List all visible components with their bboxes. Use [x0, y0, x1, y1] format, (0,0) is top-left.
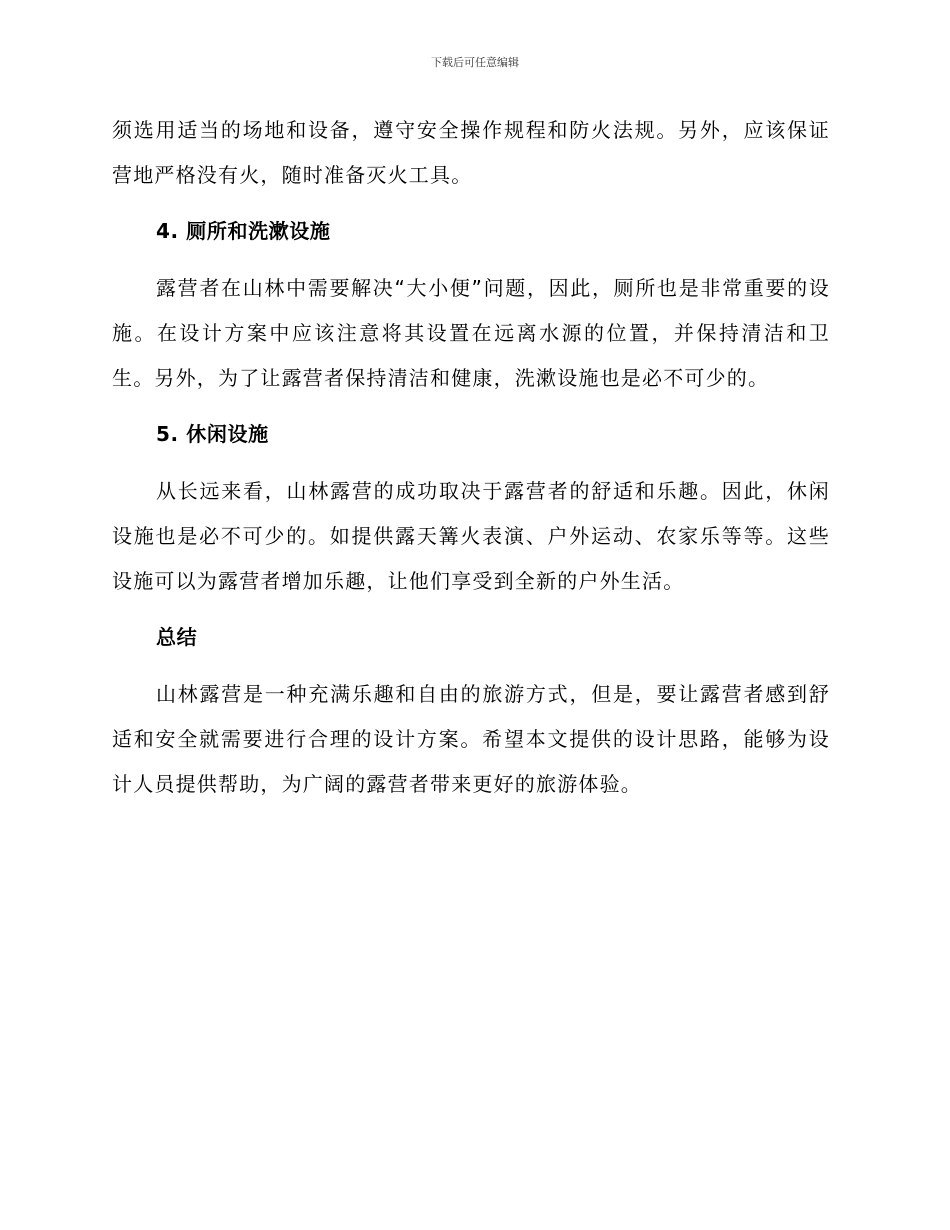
document-body [112, 108, 830, 807]
heading-leisure-facilities: 5. 休闲设施 [156, 422, 269, 446]
paragraph-summary: 山林露营是一种充满乐趣和自由的旅游方式，但是，要让露营者感到舒适和安全就需要进行合理的设计方案。希望本文提供的设计思路，能够为设计人员提供帮助，为广阔的露营者带来更好的旅游体验。 [112, 682, 830, 796]
paragraph-leisure-facilities: 从长远来看，山林露营的成功取决于露营者的舒适和乐趣。因此，休闲设施也是必不可少的。如提供露天篝火表演、户外运动、农家乐等等。这些设施可以为露营者增加乐趣，让他们享受到全新的户外生活。 [112, 479, 830, 593]
heading-toilet-facilities: 4. 厕所和洗漱设施 [156, 219, 331, 243]
header-note: 下载后可任意编辑 [431, 56, 519, 69]
paragraph-toilet-facilities: 露营者在山林中需要解决“大小便”问题，因此，厕所也是非常重要的设施。在设计方案中应该注意将其设置在远离水源的位置，并保持清洁和卫生。另外，为了让露营者保持清洁和健康，洗漱设施也是必不可少的。 [112, 276, 830, 390]
paragraph-intro: 须选用适当的场地和设备，遵守安全操作规程和防火法规。另外，应该保证营地严格没有火，随时准备灭火工具。 [112, 118, 830, 187]
heading-summary: 总结 [156, 625, 198, 649]
